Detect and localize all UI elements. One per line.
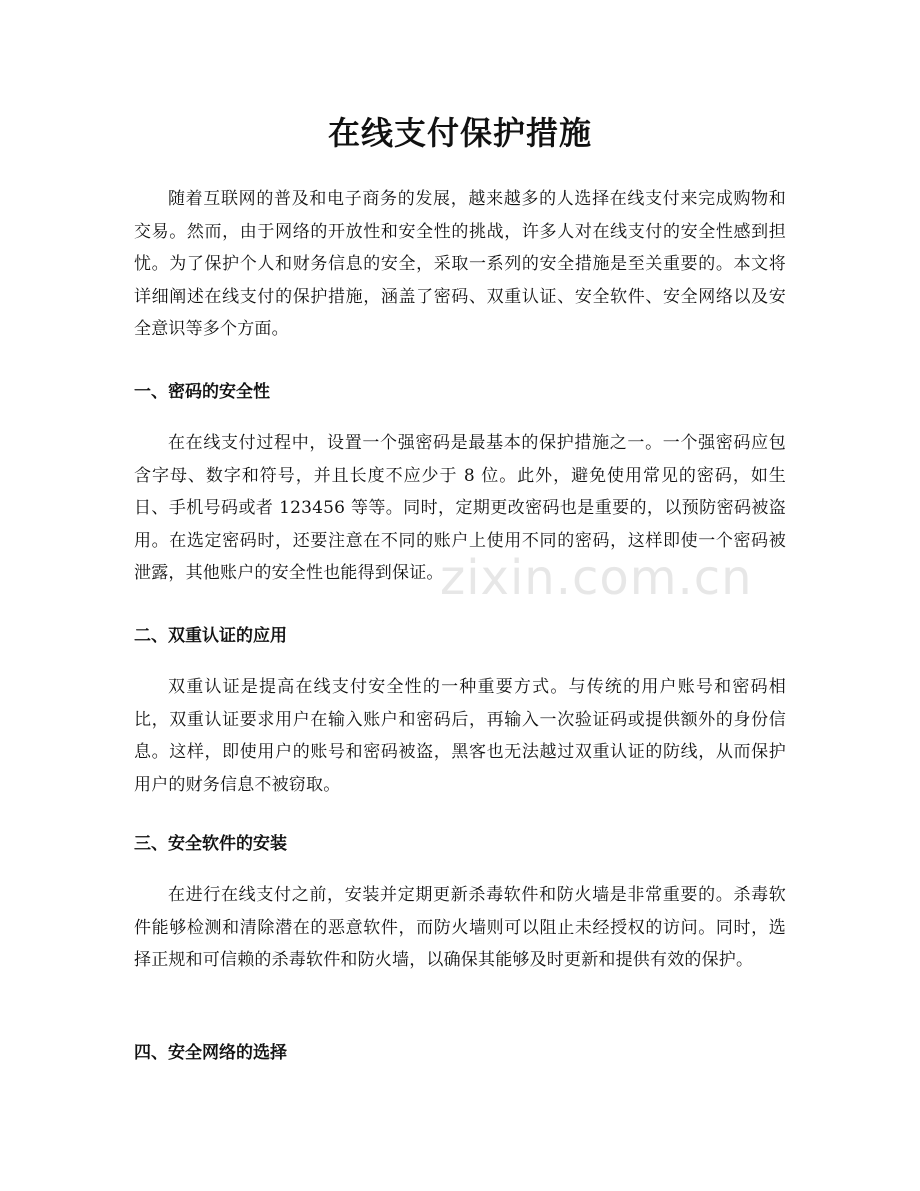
- section-body-password: 在在线支付过程中，设置一个强密码是最基本的保护措施之一。一个强密码应包含字母、数字和符号，并且长度不应少于 8 位。此外，避免使用常见的密码，如生日、手机号码或者 123456 等等。同时，定期更改密码也是重要的，以预防密码被盗用。在选定密码时，还要注意在不同的账户上使用不同的密码，这样即使一个密码被泄露，其他账户的安全性也能得到保证。: [134, 433, 786, 583]
- section-body-security-software: 在进行在线支付之前，安装并定期更新杀毒软件和防火墙是非常重要的。杀毒软件能够检测和清除潜在的恶意软件，而防火墙则可以阻止未经授权的访问。同时，选择正规和可信赖的杀毒软件和防火墙，以确保其能够及时更新和提供有效的保护。: [134, 885, 786, 970]
- section-heading-security-software: 三、安全软件的安装: [134, 834, 287, 854]
- intro-paragraph: 随着互联网的普及和电子商务的发展，越来越多的人选择在线支付来完成购物和交易。然而，由于网络的开放性和安全性的挑战，许多人对在线支付的安全性感到担忧。为了保护个人和财务信息的安全，采取一系列的安全措施是至关重要的。本文将详细阐述在线支付的保护措施，涵盖了密码、双重认证、安全软件、安全网络以及安全意识等多个方面。: [134, 189, 786, 339]
- watermark-text: zixin.com.cn: [440, 550, 753, 606]
- section-body-two-factor: 双重认证是提高在线支付安全性的一种重要方式。与传统的用户账号和密码相比，双重认证要求用户在输入账户和密码后，再输入一次验证码或提供额外的身份信息。这样，即使用户的账号和密码被盗，黑客也无法越过双重认证的防线，从而保护用户的财务信息不被窃取。: [134, 677, 786, 795]
- section-heading-two-factor: 二、双重认证的应用: [134, 626, 287, 646]
- section-heading-password: 一、密码的安全性: [134, 382, 270, 402]
- section-heading-secure-network: 四、安全网络的选择: [134, 1043, 287, 1063]
- document-title: 在线支付保护措施: [327, 114, 592, 152]
